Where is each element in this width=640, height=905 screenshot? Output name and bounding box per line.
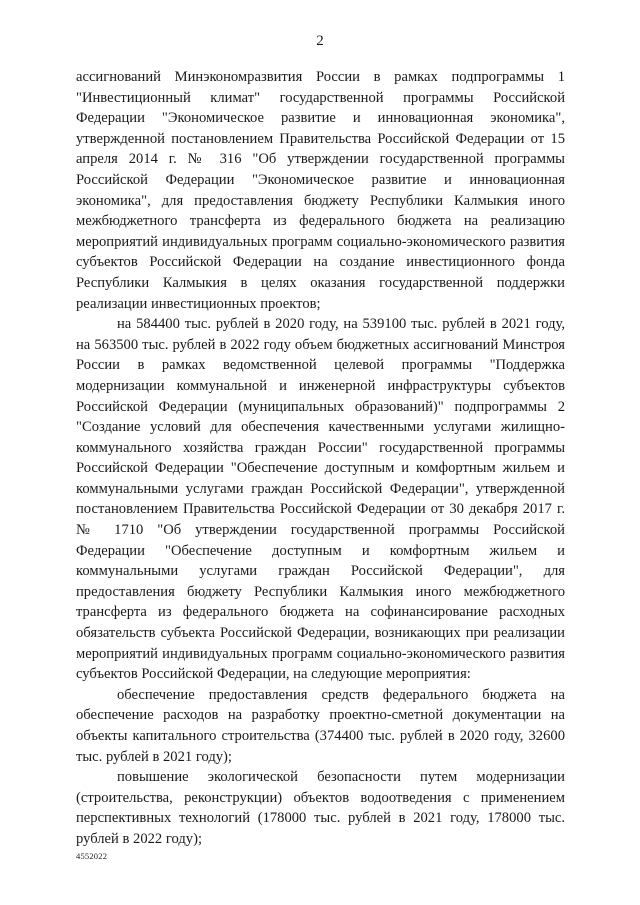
document-body — [76, 67, 565, 850]
page-number: 2 — [316, 33, 324, 49]
document-footer-code: 4552022 — [76, 851, 108, 861]
paragraph-minstroy-allocations: на 584400 тыс. рублей в 2020 году, на 539100 тыс. рублей в 2021 году, на 563500 тыс. рублей в 2022 году объем бюджетных ассигнований Минстроя России в рамках ведомственной целевой программы "Поддержка модернизации коммунальной и инженерной инфраструктуры субъектов Российской Федерации (муниципальных образований)" подпрограммы 2 "Создание условий для обеспечения качественными услугами жилищно-коммунального хозяйства граждан России" государственной программы Российской Федерации "Обеспечение доступным и комфортным жильем и коммунальными услугами граждан Российской Федерации", утвержденной постановлением Правительства Российской Федерации от 30 декабря 2017 г. № 1710 "Об утверждении государственной программы Российской Федерации "Обеспечение доступным и комфортным жильем и коммунальными услугами граждан Российской Федерации", для предоставления бюджету Республики Калмыкия иного межбюджетного трансферта из федерального бюджета на софинансирование расходных обязательств субъекта Российской Федерации, возникающих при реализации мероприятий индивидуальных программ социально-экономического развития субъектов Российской Федерации, на следующие мероприятия: — [76, 316, 565, 683]
paragraph-environmental-safety: повышение экологической безопасности путем модернизации (строительства, реконструкции) объектов водоотведения с применением перспективных технологий (178000 тыс. рублей в 2021 году, 178000 тыс. рублей в 2022 году); — [76, 769, 565, 847]
paragraph-design-documentation: обеспечение предоставления средств федерального бюджета на обеспечение расходов на разработку проектно-сметной документации на объекты капитального строительства (374400 тыс. рублей в 2020 году, 32600 тыс. рублей в 2021 году); — [76, 686, 565, 765]
paragraph-continuation: ассигнований Минэкономразвития России в рамках подпрограммы 1 "Инвестиционный климат" государственной программы Российской Федерации "Экономическое развитие и инновационная экономика", утвержденной постановлением Правительства Российской Федерации от 15 апреля 2014 г. № 316 "Об утверждении государственной программы Российской Федерации "Экономическое развитие и инновационная экономика", для предоставления бюджету Республики Калмыкия иного межбюджетного трансферта из федерального бюджета на реализацию мероприятий индивидуальных программ социально-экономического развития субъектов Российской Федерации на создание инвестиционного фонда Республики Калмыкия в целях оказания государственной поддержки реализации инвестиционных проектов; — [76, 69, 565, 312]
